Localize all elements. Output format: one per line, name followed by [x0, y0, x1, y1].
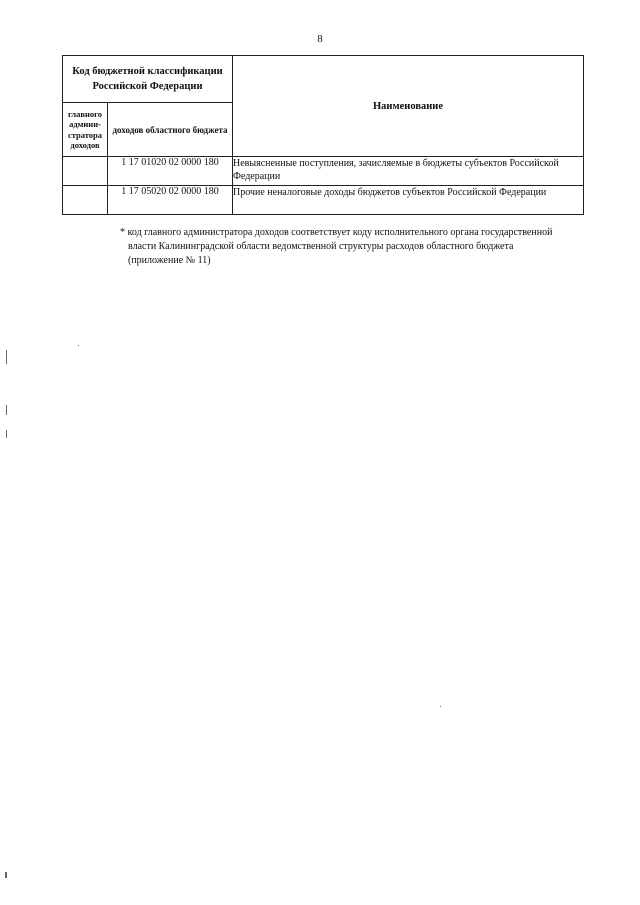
- revenue-name-cell: Прочие неналоговые доходы бюджетов субъектов Российской Федерации: [233, 186, 584, 215]
- header-budget-code-group: Код бюджетной классификации Российской Федерации: [63, 56, 233, 103]
- revenue-code-cell: 1 17 01020 02 0000 180: [108, 157, 233, 186]
- scan-speck: [78, 345, 79, 346]
- budget-classification-table: [62, 55, 584, 215]
- footnote: * код главного администратора доходов соответствует коду исполнительного органа государственной власти Калининградской области ведомственной структуры расходов областного бюджета (приложение № 11): [120, 227, 553, 266]
- admin-code-cell: [63, 186, 108, 215]
- revenue-name-cell: Невыясненные поступления, зачисляемые в бюджеты субъектов Российской Федерации: [233, 157, 584, 186]
- table-row: [63, 157, 584, 186]
- header-name: Наименование: [233, 56, 584, 157]
- scan-speck: [6, 430, 7, 438]
- admin-code-cell: [63, 157, 108, 186]
- scan-speck: [6, 350, 7, 364]
- table-row: [63, 186, 584, 215]
- scan-speck: [440, 706, 441, 707]
- scan-speck: [5, 872, 7, 878]
- page-number: 8: [317, 33, 323, 45]
- scan-speck: [6, 405, 7, 415]
- revenue-code-cell: 1 17 05020 02 0000 180: [108, 186, 233, 215]
- header-chief-administrator: главного админи- стратора доходов: [63, 103, 108, 157]
- header-regional-revenue: доходов областного бюджета: [108, 103, 233, 157]
